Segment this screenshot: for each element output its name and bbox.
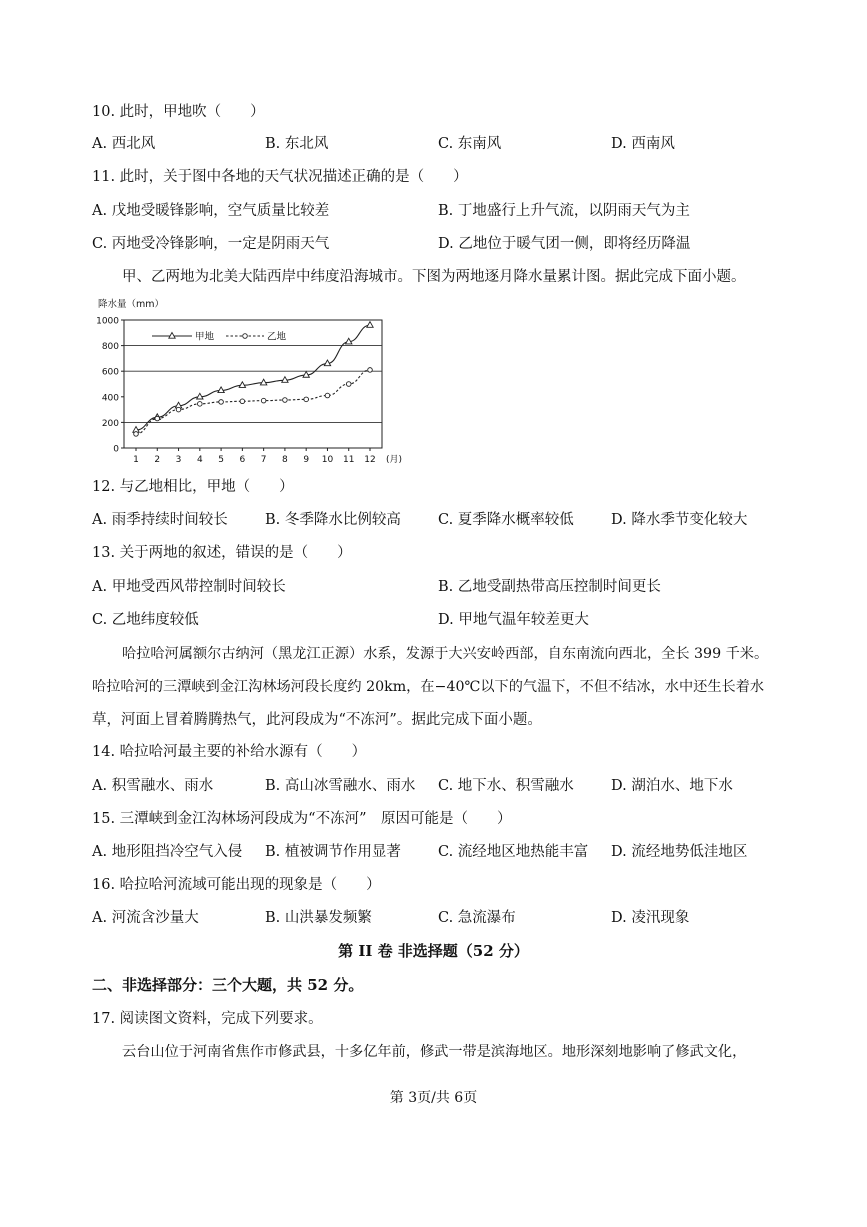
y-tick-label: 600 — [101, 367, 119, 378]
q15-option-d: D. 流经地势低洼地区 — [611, 844, 748, 860]
q16-option-a: A. 河流含沙量大 — [92, 910, 199, 926]
precipitation-chart — [92, 296, 422, 468]
q14-option-c: C. 地下水、积雪融水 — [438, 778, 574, 794]
q17-stem: 17. 阅读图文资料，完成下列要求。 — [92, 1011, 323, 1027]
x-tick-label: 3 — [175, 455, 182, 465]
circle-marker — [155, 416, 160, 421]
y-tick-label: 0 — [113, 444, 119, 455]
q12-stem: 12. 与乙地相比，甲地（ ） — [92, 479, 294, 495]
x-tick-label: 9 — [303, 455, 310, 465]
y-axis-label: 降水量（mm） — [98, 299, 165, 310]
circle-marker — [176, 407, 181, 412]
x-axis-label: (月) — [386, 455, 403, 465]
q10-option-b: B. 东北风 — [265, 136, 329, 152]
q15-stem: 15. 三潭峡到金江沟林场河段成为“不冻河” 原因可能是（ ） — [92, 811, 512, 827]
y-tick-label: 1000 — [96, 316, 119, 327]
q13-option-d: D. 甲地气温年较差更大 — [438, 612, 589, 628]
q10-stem: 10. 此时，甲地吹（ ） — [92, 104, 265, 120]
circle-marker — [325, 393, 330, 398]
x-tick-label: 1 — [133, 455, 139, 465]
q13-option-c: C. 乙地纬度较低 — [92, 612, 199, 628]
q12-option-d: D. 降水季节变化较大 — [611, 512, 748, 528]
x-tick-label: 8 — [282, 455, 288, 465]
legend-label-jia: 甲地 — [195, 331, 215, 343]
circle-marker — [283, 398, 288, 403]
part-heading: 二、非选择部分：三个大题，共 52 分。 — [92, 976, 364, 994]
triangle-marker — [260, 379, 266, 385]
q13-option-a: A. 甲地受西风带控制时间较长 — [92, 579, 286, 595]
x-tick-label: 4 — [196, 455, 203, 465]
q12-option-c: C. 夏季降水概率较低 — [438, 512, 574, 528]
circle-marker — [240, 399, 245, 404]
q11-option-d: D. 乙地位于暖气团一侧，即将经历降温 — [438, 236, 691, 252]
page-footer: 第 3页/共 6页 — [389, 1090, 478, 1106]
series-line-yi — [136, 370, 370, 434]
legend-circle-marker — [243, 334, 248, 339]
q16-option-c: C. 急流瀑布 — [438, 910, 516, 926]
q16-option-d: D. 凌汛现象 — [611, 910, 690, 926]
circle-marker — [198, 402, 203, 407]
intro-paragraph-1: 甲、乙两地为北美大陆西岸中纬度沿海城市。下图为两地逐月降水量累计图。据此完成下面小题。 — [122, 269, 746, 285]
circle-marker — [261, 398, 266, 403]
q16-option-b: B. 山洪暴发频繁 — [265, 910, 372, 926]
q14-option-a: A. 积雪融水、雨水 — [92, 778, 214, 794]
y-tick-label: 800 — [101, 342, 119, 353]
q10-option-d: D. 西南风 — [611, 136, 675, 152]
section-title: 第 II 卷 非选择题（52 分） — [338, 942, 529, 960]
q14-option-b: B. 高山冰雪融水、雨水 — [265, 778, 416, 794]
circle-marker — [346, 382, 351, 387]
q11-option-a: A. 戊地受暖锋影响，空气质量比较差 — [92, 203, 330, 219]
x-tick-label: 12 — [364, 455, 376, 465]
q14-option-d: D. 湖泊水、地下水 — [611, 778, 733, 794]
triangle-marker — [367, 322, 373, 328]
x-tick-label: 7 — [260, 455, 267, 465]
legend-label-yi: 乙地 — [267, 331, 287, 343]
x-tick-label: 10 — [321, 455, 334, 465]
q10-option-a: A. 西北风 — [92, 136, 156, 152]
q12-option-a: A. 雨季持续时间较长 — [92, 512, 228, 528]
q11-option-c: C. 丙地受冷锋影响，一定是阴雨天气 — [92, 236, 330, 252]
q15-option-b: B. 植被调节作用显著 — [265, 844, 401, 860]
x-tick-label: 2 — [154, 455, 161, 465]
triangle-marker — [239, 382, 245, 388]
q14-stem: 14. 哈拉哈河最主要的补给水源有（ ） — [92, 744, 367, 760]
q12-option-b: B. 冬季降水比例较高 — [265, 512, 401, 528]
circle-marker — [368, 368, 373, 373]
q13-stem: 13. 关于两地的叙述，错误的是（ ） — [92, 545, 352, 561]
q11-option-b: B. 丁地盛行上升气流，以阴雨天气为主 — [438, 203, 690, 219]
q15-option-a: A. 地形阻挡冷空气入侵 — [92, 844, 243, 860]
q13-option-b: B. 乙地受副热带高压控制时间更长 — [438, 579, 661, 595]
circle-marker — [219, 400, 224, 405]
intro-paragraph-2-line-2: 哈拉哈河的三潭峡到金江沟林场河段长度约 20km，在−40℃以下的气温下，不但不结冰，水中还生长着水 — [92, 679, 765, 695]
x-tick-label: 6 — [239, 455, 246, 465]
x-tick-label: 5 — [218, 455, 224, 465]
q16-stem: 16. 哈拉哈河流域可能出现的现象是（ ） — [92, 877, 381, 893]
q11-stem: 11. 此时，关于图中各地的天气状况描述正确的是（ ） — [92, 169, 468, 185]
circle-marker — [304, 397, 309, 402]
y-tick-label: 400 — [101, 393, 119, 404]
q15-option-c: C. 流经地区地热能丰富 — [438, 844, 589, 860]
q17-text: 云台山位于河南省焦作市修武县，十多亿年前，修武一带是滨海地区。地形深刻地影响了修武文化， — [122, 1044, 747, 1060]
intro-paragraph-2-line-3: 草，河面上冒着腾腾热气，此河段成为“不冻河”。据此完成下面小题。 — [92, 712, 542, 728]
intro-paragraph-2-line-1: 哈拉哈河属额尔古纳河（黑龙江正源）水系，发源于大兴安岭西部，自东南流向西北，全长 399 千米。 — [122, 646, 769, 662]
q10-option-c: C. 东南风 — [438, 136, 502, 152]
series-line-jia — [136, 325, 370, 430]
circle-marker — [134, 432, 139, 437]
x-tick-label: 11 — [343, 455, 355, 465]
legend-triangle-marker — [169, 333, 175, 339]
y-tick-label: 200 — [101, 418, 119, 429]
